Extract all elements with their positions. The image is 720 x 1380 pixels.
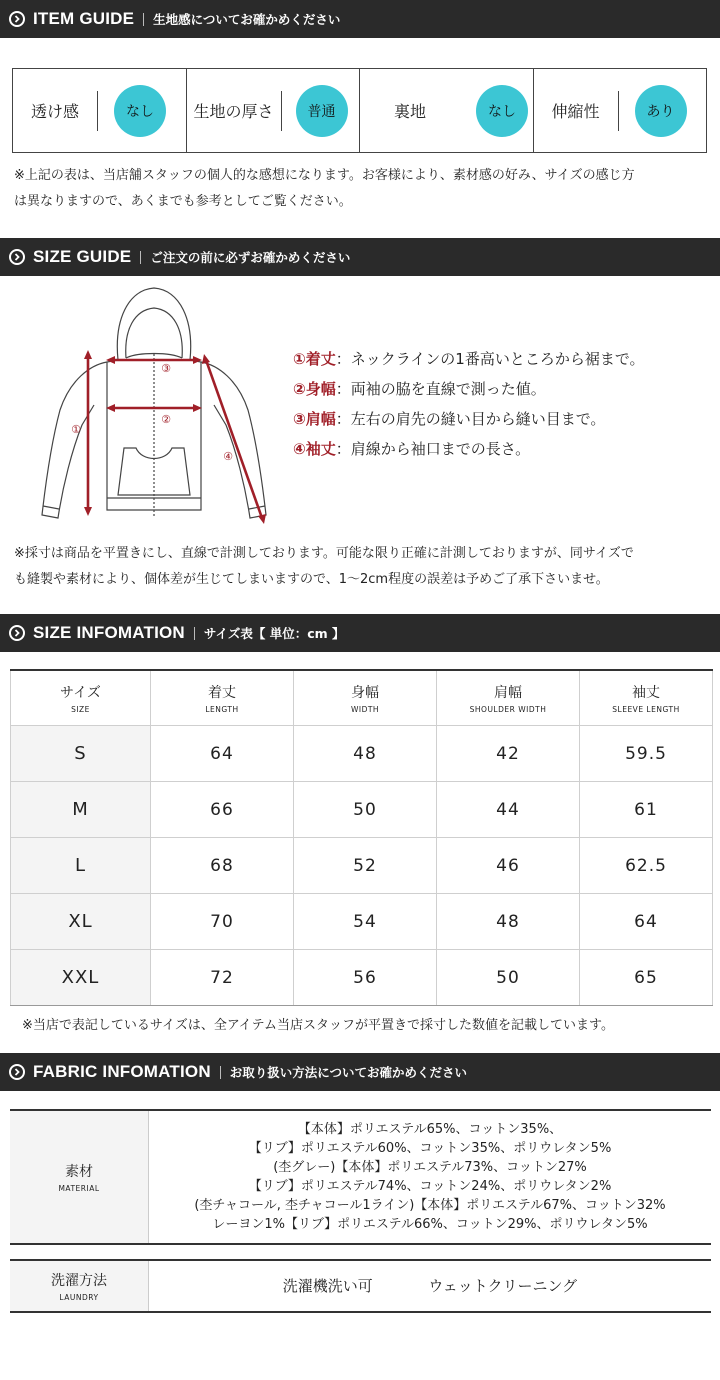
- size-guide-header: [0, 238, 720, 276]
- material-table: [10, 1109, 711, 1245]
- material-line: 【リブ】ポリエステル60%、コットン35%、ポリウレタン5%: [248, 1141, 612, 1156]
- note-line: ※採寸は商品を平置きにし、直線で計測しております。可能な限り正確に計測しておりますが、同サイズで: [14, 546, 634, 561]
- section-title: SIZE GUIDE: [33, 247, 132, 266]
- definition-item: [293, 374, 645, 404]
- size-table-header: [11, 670, 713, 726]
- note-line: ※上記の表は、当店舗スタッフの個人的な感想になります。お客様により、素材感の好み、サイズの感じ方: [14, 168, 635, 183]
- table-cell: 48: [294, 726, 437, 782]
- guide-cell-thickness: [187, 69, 361, 152]
- definition-term: 袖丈: [305, 440, 336, 458]
- definition-term: 肩幅: [305, 410, 336, 428]
- definition-desc: ：肩線から袖口までの長さ。: [335, 440, 531, 458]
- definition-desc: ：両袖の脇を直線で測った値。: [335, 380, 546, 398]
- divider: [143, 13, 144, 26]
- guide-label: 裏地: [393, 102, 426, 121]
- divider: [220, 1066, 221, 1079]
- material-line: 【本体】ポリエステル65%、コットン35%、: [297, 1122, 563, 1137]
- table-cell: 48: [437, 894, 580, 950]
- table-cell: 46: [437, 838, 580, 894]
- guide-label: 透け感: [30, 102, 79, 121]
- guide-label: 生地の厚さ: [193, 102, 274, 121]
- divider: [618, 91, 619, 131]
- table-cell: 68: [151, 838, 294, 894]
- material-line: レーヨン1%【リブ】ポリエステル66%、コットン29%、ポリウレタン5%: [212, 1217, 648, 1232]
- divider: [140, 251, 141, 264]
- guide-cell-transparency: [13, 69, 187, 152]
- section-title: FABRIC INFOMATION: [33, 1062, 211, 1081]
- definition-item: [293, 344, 645, 374]
- definition-desc: ：ネックラインの1番高いところから裾まで。: [335, 350, 645, 368]
- note-line: は異なりますので、あくまでも参考としてご覧ください。: [14, 194, 352, 209]
- chevron-right-icon: [9, 249, 25, 265]
- size-table: [10, 669, 713, 1006]
- guide-value-badge: 普通: [296, 85, 348, 137]
- hoodie-diagram: [30, 280, 280, 530]
- table-row: [11, 726, 713, 782]
- section-title: SIZE INFOMATION: [33, 623, 185, 642]
- guide-value-badge: なし: [114, 85, 166, 137]
- laundry-method: ウェットクリーニング: [428, 1276, 578, 1295]
- measure-mark-width: ②: [161, 413, 171, 426]
- definition-term: 着丈: [305, 350, 336, 368]
- table-cell: 70: [151, 894, 294, 950]
- column-header: 袖丈 SLEEVE LENGTH: [580, 670, 713, 726]
- chevron-right-icon: [9, 1064, 25, 1080]
- section-subtitle: お取り扱い方法についてお確かめください: [229, 1065, 468, 1080]
- definition-number: ①: [293, 350, 306, 368]
- definition-number: ④: [293, 440, 306, 458]
- table-row: [11, 950, 713, 1006]
- guide-label: 伸縮性: [551, 102, 600, 121]
- table-cell: 42: [437, 726, 580, 782]
- definition-item: [293, 404, 645, 434]
- table-row: [11, 894, 713, 950]
- item-guide-note: [14, 163, 635, 215]
- size-guide-note: [14, 541, 634, 593]
- column-header: 身幅 WIDTH: [294, 670, 437, 726]
- table-cell: 65: [580, 950, 713, 1006]
- column-header: 肩幅 SHOULDER WIDTH: [437, 670, 580, 726]
- material-line: (杢チャコール, 杢チャコール1ライン)【本体】ポリエステル67%、コットン32%: [194, 1198, 666, 1213]
- table-cell: 50: [437, 950, 580, 1006]
- definition-term: 身幅: [305, 380, 336, 398]
- size-info-header: [0, 614, 720, 652]
- table-cell: 61: [580, 782, 713, 838]
- size-cell: S: [11, 726, 151, 782]
- chevron-right-icon: [9, 625, 25, 641]
- measurement-definitions: [293, 344, 645, 464]
- chevron-right-icon: [9, 11, 25, 27]
- table-row: [11, 782, 713, 838]
- column-header: サイズ SIZE: [11, 670, 151, 726]
- note-line: も縫製や素材により、個体差が生じてしまいますので、1〜2cm程度の誤差は予めご了承下さいませ。: [14, 572, 609, 587]
- size-cell: M: [11, 782, 151, 838]
- laundry-table: [10, 1259, 711, 1313]
- item-guide-header: [0, 0, 720, 38]
- size-cell: XL: [11, 894, 151, 950]
- size-cell: L: [11, 838, 151, 894]
- measure-mark-length: ①: [71, 423, 81, 436]
- material-line: 【リブ】ポリエステル74%、コットン24%、ポリウレタン2%: [248, 1179, 612, 1194]
- table-cell: 50: [294, 782, 437, 838]
- divider: [281, 91, 282, 131]
- table-row: [11, 838, 713, 894]
- table-cell: 56: [294, 950, 437, 1006]
- item-guide-table: [12, 68, 707, 153]
- definition-number: ③: [293, 410, 306, 428]
- section-subtitle: 生地感についてお確かめください: [153, 12, 341, 27]
- size-cell: XXL: [11, 950, 151, 1006]
- table-cell: 64: [151, 726, 294, 782]
- table-cell: 54: [294, 894, 437, 950]
- table-cell: 62.5: [580, 838, 713, 894]
- definition-number: ②: [293, 380, 306, 398]
- table-cell: 52: [294, 838, 437, 894]
- material-line: (杢グレー)【本体】ポリエステル73%、コットン27%: [273, 1160, 587, 1175]
- divider: [97, 91, 98, 131]
- table-row: [10, 1260, 711, 1312]
- guide-value-badge: なし: [476, 85, 528, 137]
- laundry-label: 洗濯方法 LAUNDRY: [10, 1260, 149, 1312]
- size-info-note: ※当店で表記しているサイズは、全アイテム当店スタッフが平置きで採寸した数値を記載しています。: [22, 1018, 614, 1033]
- laundry-value: [149, 1260, 712, 1312]
- laundry-method: 洗濯機洗い可: [282, 1276, 373, 1295]
- measure-mark-sleeve: ④: [223, 450, 233, 463]
- section-subtitle: サイズ表【 単位：cm 】: [203, 626, 345, 641]
- table-cell: 66: [151, 782, 294, 838]
- table-cell: 72: [151, 950, 294, 1006]
- table-cell: 64: [580, 894, 713, 950]
- guide-value-badge: あり: [635, 85, 687, 137]
- guide-cell-stretch: [534, 69, 707, 152]
- definition-desc: ：左右の肩先の縫い目から縫い目まで。: [335, 410, 606, 428]
- section-subtitle: ご注文の前に必ずお確かめください: [150, 250, 351, 265]
- section-title: ITEM GUIDE: [33, 9, 135, 28]
- table-cell: 44: [437, 782, 580, 838]
- fabric-info-header: [0, 1053, 720, 1091]
- material-label: 素材 MATERIAL: [10, 1110, 149, 1244]
- guide-cell-lining: [360, 69, 534, 152]
- divider: [194, 627, 195, 640]
- material-value: [149, 1110, 712, 1244]
- definition-item: [293, 434, 645, 464]
- column-header: 着丈 LENGTH: [151, 670, 294, 726]
- table-row: [10, 1110, 711, 1244]
- table-cell: 59.5: [580, 726, 713, 782]
- measure-mark-shoulder: ③: [161, 362, 171, 375]
